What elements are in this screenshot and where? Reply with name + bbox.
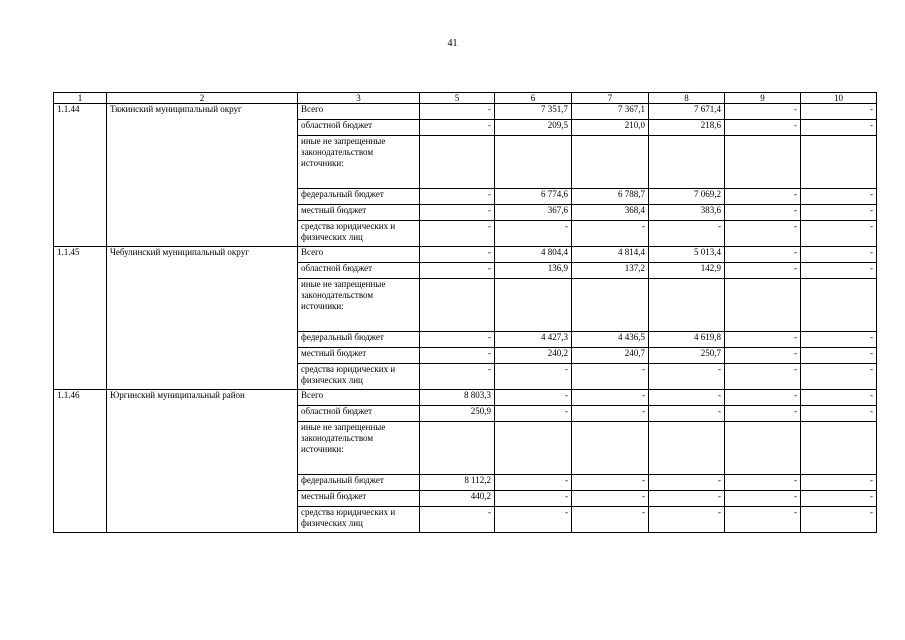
value-cell: 136,9 <box>495 263 572 279</box>
value-cell: 7 367,1 <box>572 104 649 120</box>
value-cell: - <box>725 406 801 422</box>
value-cell <box>572 136 649 189</box>
funding-source-label: местный бюджет <box>298 348 420 364</box>
value-cell <box>495 279 572 332</box>
municipality-name: Чебулинский муниципальный округ <box>107 247 298 390</box>
value-cell: 4 814,4 <box>572 247 649 263</box>
funding-source-label: иные не запрещенные законодательством источники: <box>298 422 420 475</box>
header-row <box>54 93 877 104</box>
item-code: 1.1.44 <box>54 104 107 247</box>
value-cell: 7 671,4 <box>649 104 725 120</box>
value-cell: - <box>649 390 725 406</box>
value-cell: - <box>495 475 572 491</box>
column-header: 6 <box>495 93 572 104</box>
value-cell <box>801 136 877 189</box>
value-cell: - <box>572 364 649 390</box>
value-cell: - <box>801 475 877 491</box>
funding-source-label: областной бюджет <box>298 263 420 279</box>
value-cell: 8 803,3 <box>420 390 495 406</box>
value-cell: - <box>725 507 801 533</box>
value-cell: - <box>495 221 572 247</box>
value-cell: - <box>572 507 649 533</box>
value-cell: - <box>420 104 495 120</box>
funding-source-label: областной бюджет <box>298 120 420 136</box>
value-cell: 5 013,4 <box>649 247 725 263</box>
funding-source-label: иные не запрещенные законодательством источники: <box>298 279 420 332</box>
value-cell: - <box>495 364 572 390</box>
item-code: 1.1.45 <box>54 247 107 390</box>
value-cell <box>495 422 572 475</box>
funding-source-label: Всего <box>298 247 420 263</box>
value-cell <box>495 136 572 189</box>
value-cell: - <box>725 263 801 279</box>
value-cell: - <box>801 205 877 221</box>
value-cell: - <box>801 189 877 205</box>
column-header: 2 <box>107 93 298 104</box>
value-cell: - <box>725 390 801 406</box>
value-cell: 440,2 <box>420 491 495 507</box>
value-cell: - <box>725 189 801 205</box>
value-cell: 250,9 <box>420 406 495 422</box>
value-cell: - <box>801 390 877 406</box>
value-cell: 240,2 <box>495 348 572 364</box>
value-cell: - <box>801 507 877 533</box>
value-cell: 142,9 <box>649 263 725 279</box>
value-cell <box>572 422 649 475</box>
table-row <box>54 247 877 263</box>
value-cell: - <box>801 364 877 390</box>
value-cell: - <box>420 247 495 263</box>
value-cell: - <box>649 475 725 491</box>
funding-source-label: местный бюджет <box>298 491 420 507</box>
value-cell: - <box>420 263 495 279</box>
value-cell: 383,6 <box>649 205 725 221</box>
municipality-name: Тяжинский муниципальный округ <box>107 104 298 247</box>
funding-source-label: средства юридических и физических лиц <box>298 507 420 533</box>
value-cell: - <box>420 189 495 205</box>
value-cell: - <box>495 507 572 533</box>
column-header: 9 <box>725 93 801 104</box>
value-cell: - <box>572 390 649 406</box>
value-cell <box>725 422 801 475</box>
value-cell <box>572 279 649 332</box>
column-header: 3 <box>298 93 420 104</box>
value-cell: 368,4 <box>572 205 649 221</box>
value-cell: - <box>725 491 801 507</box>
value-cell: 7 351,7 <box>495 104 572 120</box>
value-cell: 367,6 <box>495 205 572 221</box>
value-cell <box>725 136 801 189</box>
funding-source-label: федеральный бюджет <box>298 475 420 491</box>
value-cell: - <box>801 104 877 120</box>
budget-table <box>53 92 877 533</box>
column-header: 8 <box>649 93 725 104</box>
column-header: 5 <box>420 93 495 104</box>
funding-source-label: иные не запрещенные законодательством источники: <box>298 136 420 189</box>
value-cell <box>801 422 877 475</box>
value-cell <box>420 279 495 332</box>
funding-source-label: федеральный бюджет <box>298 332 420 348</box>
table-row <box>54 390 877 406</box>
value-cell <box>725 279 801 332</box>
value-cell: - <box>495 406 572 422</box>
value-cell: - <box>420 364 495 390</box>
value-cell: - <box>725 364 801 390</box>
value-cell: 6 788,7 <box>572 189 649 205</box>
value-cell: 250,7 <box>649 348 725 364</box>
value-cell <box>420 136 495 189</box>
value-cell: - <box>725 348 801 364</box>
value-cell: 4 804,4 <box>495 247 572 263</box>
value-cell: - <box>801 491 877 507</box>
value-cell: 6 774,6 <box>495 189 572 205</box>
value-cell: - <box>420 205 495 221</box>
value-cell: 4 427,3 <box>495 332 572 348</box>
value-cell: - <box>420 348 495 364</box>
value-cell: 4 436,5 <box>572 332 649 348</box>
value-cell: - <box>725 205 801 221</box>
value-cell: - <box>420 120 495 136</box>
table-row <box>54 104 877 120</box>
value-cell: - <box>649 491 725 507</box>
value-cell: 240,7 <box>572 348 649 364</box>
value-cell <box>649 136 725 189</box>
funding-source-label: Всего <box>298 390 420 406</box>
value-cell <box>649 279 725 332</box>
value-cell: - <box>572 475 649 491</box>
value-cell: - <box>572 221 649 247</box>
column-header: 7 <box>572 93 649 104</box>
value-cell <box>420 422 495 475</box>
value-cell: - <box>420 332 495 348</box>
value-cell: - <box>801 348 877 364</box>
funding-source-label: областной бюджет <box>298 406 420 422</box>
value-cell: - <box>572 491 649 507</box>
value-cell: - <box>725 332 801 348</box>
item-code: 1.1.46 <box>54 390 107 533</box>
value-cell: 218,6 <box>649 120 725 136</box>
funding-source-label: Всего <box>298 104 420 120</box>
value-cell: - <box>572 406 649 422</box>
value-cell: - <box>801 120 877 136</box>
value-cell: - <box>801 332 877 348</box>
value-cell: - <box>649 507 725 533</box>
value-cell: - <box>801 247 877 263</box>
value-cell: - <box>495 491 572 507</box>
funding-source-label: средства юридических и физических лиц <box>298 221 420 247</box>
value-cell: - <box>725 475 801 491</box>
value-cell: - <box>725 247 801 263</box>
municipality-name: Юргинский муниципальный район <box>107 390 298 533</box>
value-cell: 8 112,2 <box>420 475 495 491</box>
value-cell: 137,2 <box>572 263 649 279</box>
page-number: 41 <box>447 38 458 49</box>
funding-source-label: федеральный бюджет <box>298 189 420 205</box>
value-cell: - <box>725 120 801 136</box>
value-cell <box>649 422 725 475</box>
funding-source-label: средства юридических и физических лиц <box>298 364 420 390</box>
value-cell: 4 619,8 <box>649 332 725 348</box>
value-cell: - <box>725 104 801 120</box>
value-cell: - <box>420 221 495 247</box>
value-cell: 210,0 <box>572 120 649 136</box>
column-header: 10 <box>801 93 877 104</box>
value-cell <box>801 279 877 332</box>
value-cell: - <box>495 390 572 406</box>
value-cell: 7 069,2 <box>649 189 725 205</box>
value-cell: - <box>649 221 725 247</box>
value-cell: - <box>801 221 877 247</box>
value-cell: - <box>649 364 725 390</box>
value-cell: - <box>725 221 801 247</box>
funding-source-label: местный бюджет <box>298 205 420 221</box>
value-cell: - <box>420 507 495 533</box>
value-cell: - <box>801 263 877 279</box>
value-cell: - <box>649 406 725 422</box>
column-header: 1 <box>54 93 107 104</box>
value-cell: - <box>801 406 877 422</box>
value-cell: 209,5 <box>495 120 572 136</box>
